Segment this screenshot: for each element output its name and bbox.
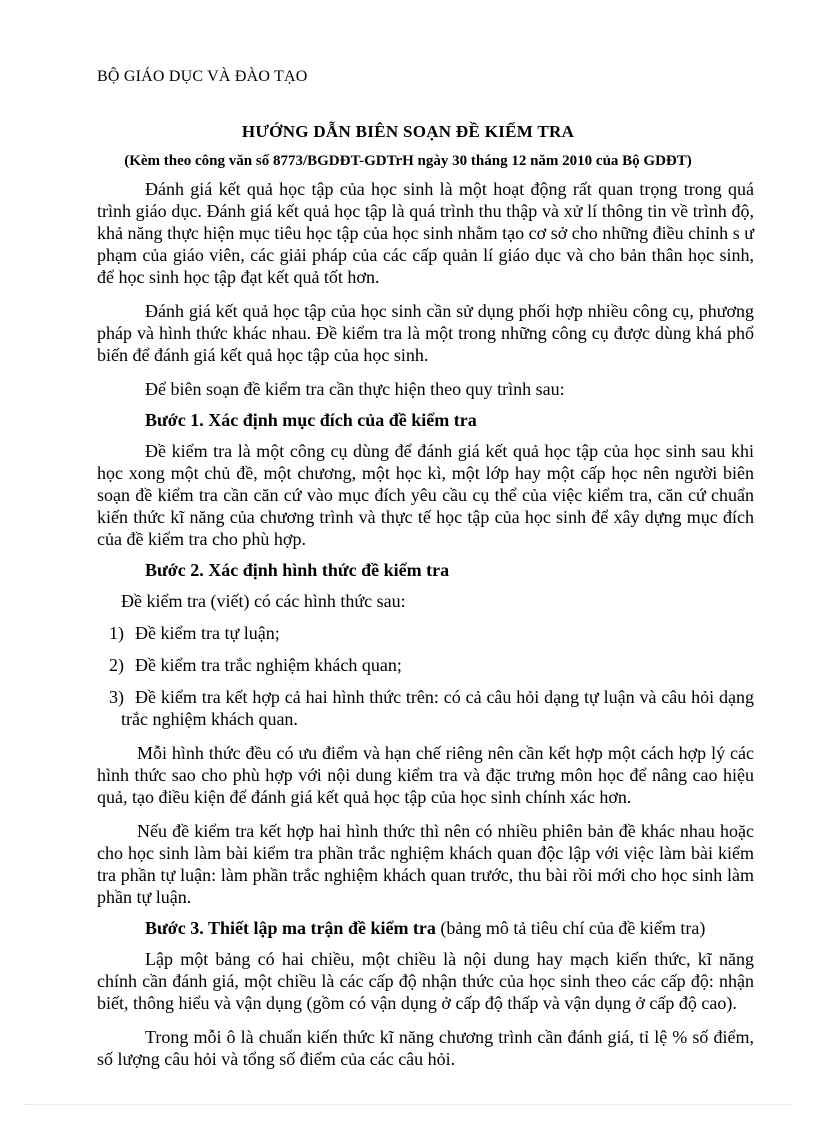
list-item	[97, 622, 754, 644]
intro-paragraph-2: Đánh giá kết quả học tập của học sinh cần sử dụng phối hợp nhiều công cụ, phương pháp và hình thức khác nhau. Đề kiểm tra là một trong những công cụ được dùng khá phổ biến để đánh giá kết quả học tập của học sinh.	[97, 301, 754, 365]
document-title: HƯỚNG DẪN BIÊN SOẠN ĐỀ KIỂM TRA	[241, 122, 575, 141]
document-subtitle: (Kèm theo công văn số 8773/BGDĐT-GDTrH ngày 30 tháng 12 năm 2010 của Bộ GDĐT)	[124, 153, 692, 169]
list-item-number: 3)	[109, 687, 124, 707]
document-body	[97, 178, 754, 1070]
step-1-paragraph: Đề kiểm tra là một công cụ dùng để đánh giá kết quả học tập của học sinh sau khi học xong một chủ đề, một chương, một học kì, một lớp hay một cấp học nên người biên soạn đề kiểm tra cần căn cứ vào mục đích yêu cầu cụ thể của việc kiểm tra, căn cứ chuẩn kiến thức kĩ năng của chương trình và thực tế học tập của học sinh để xây dựng mục đích của đề kiểm tra cho phù hợp.	[97, 441, 754, 549]
step-2-paragraph-1: Mỗi hình thức đều có ưu điểm và hạn chế riêng nên cần kết hợp một cách hợp lý các hình thức sao cho phù hợp với nội dung kiểm tra và đặc trưng môn học để nâng cao hiệu quả, tạo điều kiện để đánh giá kết quả học tập của học sinh chính xác hơn.	[97, 743, 754, 807]
step-3-paragraph-2: Trong mỗi ô là chuẩn kiến thức kĩ năng chương trình cần đánh giá, tỉ lệ % số điểm, số lượng câu hỏi và tổng số điểm của các câu hỏi.	[97, 1027, 754, 1069]
list-item-text: Đề kiểm tra kết hợp cả hai hình thức trên: có cả câu hỏi dạng tự luận và câu hỏi dạng trắc nghiệm khách quan.	[121, 687, 754, 729]
step-3-heading-title: Bước 3. Thiết lập ma trận đề kiểm tra	[145, 918, 436, 938]
step-3-paragraph-1: Lập một bảng có hai chiều, một chiều là nội dung hay mạch kiến thức, kĩ năng chính cần đánh giá, một chiều là các cấp độ nhận thức của học sinh theo các cấp độ: nhận biết, thông hiểu và vận dụng (gồm có vận dụng ở cấp độ thấp và vận dụng ở cấp độ cao).	[97, 949, 754, 1013]
step-3-heading	[97, 917, 754, 939]
intro-paragraph-1: Đánh giá kết quả học tập của học sinh là một hoạt động rất quan trọng trong quá trình giáo dục. Đánh giá kết quả học tập là quá trình thu thập và xử lí thông tin về trình độ, khả năng thực hiện mục tiêu học tập của học sinh nhằm tạo cơ sở cho những điều chỉnh s ư phạm của giáo viên, các giải pháp của các cấp quản lí giáo dục và cho bản thân học sinh, để học sinh học tập đạt kết quả tốt hơn.	[97, 179, 754, 287]
list-item-number: 2)	[109, 655, 124, 675]
list-item	[97, 686, 754, 730]
list-item-number: 1)	[109, 623, 124, 643]
step-1-heading: Bước 1. Xác định mục đích của đề kiểm tra	[145, 410, 477, 430]
step-3-heading-note: (bảng mô tả tiêu chí của đề kiểm tra)	[435, 918, 706, 938]
list-item-text: Đề kiểm tra tự luận;	[135, 623, 280, 643]
step-2-lead: Đề kiểm tra (viết) có các hình thức sau:	[121, 591, 406, 611]
step-2-paragraph-2: Nếu đề kiểm tra kết hợp hai hình thức thì nên có nhiều phiên bản đề khác nhau hoặc cho học sinh làm bài kiểm tra phần trắc nghiệm khách quan độc lập với việc làm bài kiểm tra phần tự luận: làm phần trắc nghiệm khách quan trước, thu bài rồi mới cho học sinh làm phần tự luận.	[97, 821, 754, 907]
ministry-name: BỘ GIÁO DỤC VÀ ĐÀO TẠO	[97, 68, 308, 85]
list-item	[97, 654, 754, 676]
list-item-text: Đề kiểm tra trắc nghiệm khách quan;	[135, 655, 402, 675]
step-2-heading: Bước 2. Xác định hình thức đề kiểm tra	[145, 560, 450, 580]
page-bottom-divider	[24, 1104, 792, 1105]
intro-paragraph-3: Để biên soạn đề kiểm tra cần thực hiện theo quy trình sau:	[145, 379, 565, 399]
